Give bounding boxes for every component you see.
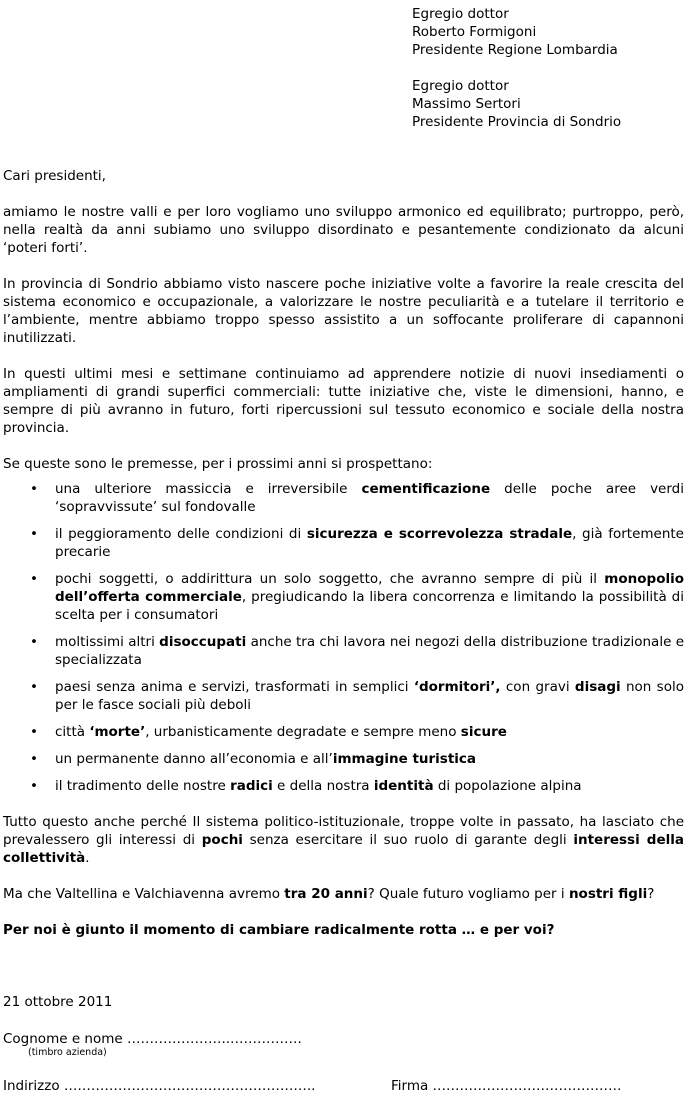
bullet-marker: • (30, 751, 38, 767)
list-item: • un permanente danno all’economia e all’immagine turistica (30, 751, 477, 767)
paragraph-2: In provincia di Sondrio abbiamo visto nascere poche iniziative volte a favorire la reale crescita del sistema economico e occupazionale, a valorizzare le nostre peculiarità e a tutelare il territorio e l’ambiente, mentre abbiamo troppo spesso assistito a un soffocante proliferare di capannoni inutilizzati. (3, 276, 684, 346)
bullet-marker: • (30, 571, 38, 587)
prospects-list (0, 480, 684, 804)
letter-date: 21 ottobre 2011 (3, 994, 113, 1010)
list-item: • il tradimento delle nostre radici e della nostra identità di popolazione alpina (30, 778, 582, 794)
bullet-marker: • (30, 724, 38, 740)
greeting: Cari presidenti, (3, 168, 106, 184)
list-item: • il peggioramento delle condizioni di sicurezza e scorrevolezza stradale, già fortemente precarie (30, 526, 684, 560)
signature-field-line: Firma …………………………………… (391, 1078, 622, 1094)
bullet-marker: • (30, 778, 38, 794)
paragraph-1: amiamo le nostre valli e per loro vogliamo uno sviluppo armonico ed equilibrato; purtroppo, però, nella realtà da anni subiamo uno sviluppo disordinato e pesantemente condizionato da alcuni ‘poteri forti’. (3, 204, 684, 256)
recipient-name: Massimo Sertori (412, 96, 521, 112)
paragraph-6: Ma che Valtellina e Valchiavenna avremo tra 20 anni? Quale futuro vogliamo per i nostri figli? (3, 886, 655, 902)
list-item: • città ‘morte’, urbanisticamente degradate e sempre meno sicure (30, 724, 507, 740)
list-item: • paesi senza anima e servizi, trasformati in semplici ‘dormitori’, con gravi disagi non solo per le fasce sociali più deboli (30, 679, 684, 713)
bullet-marker: • (30, 526, 38, 542)
closing-question: Per noi è giunto il momento di cambiare radicalmente rotta … e per voi? (3, 922, 555, 938)
recipient-block-2 (412, 77, 621, 131)
list-item: • moltissimi altri disoccupati anche tra chi lavora nei negozi della distribuzione tradizionale e specializzata (30, 634, 684, 668)
recipient-name: Roberto Formigoni (412, 24, 537, 40)
name-field-line: Cognome e nome …………………..……………. (3, 1031, 302, 1047)
recipient-title: Presidente Regione Lombardia (412, 42, 618, 58)
stamp-note: (timbro azienda) (28, 1047, 107, 1058)
bullet-marker: • (30, 679, 38, 695)
address-field-line: Indirizzo ……………………………………………….. (3, 1078, 316, 1094)
recipient-block-1 (412, 5, 618, 59)
bullet-marker: • (30, 481, 38, 497)
paragraph-3: In questi ultimi mesi e settimane continuiamo ad apprendere notizie di nuovi insediamenti o ampliamenti di grandi superfici commerciali: tutte iniziative che, viste le dimensioni, hanno, e sempre di più avranno in futuro, forti ripercussioni sul tessuto economico e sociale della nostra provincia. (3, 366, 684, 436)
recipient-salutation: Egregio dottor (412, 6, 509, 22)
bullet-marker: • (30, 634, 38, 650)
paragraph-5: Tutto questo anche perché Il sistema politico-istituzionale, troppe volte in passato, ha lasciato che prevalessero gli interessi di pochi senza esercitare il suo ruolo di garante degli interessi della collettività. (3, 814, 684, 866)
list-item: • pochi soggetti, o addirittura un solo soggetto, che avranno sempre di più il monopolio dell’offerta commerciale, pregiudicando la libera concorrenza e limitando la possibilità di scelta per i consumatori (30, 571, 684, 623)
recipient-title: Presidente Provincia di Sondrio (412, 114, 622, 130)
recipient-salutation: Egregio dottor (412, 78, 509, 94)
list-item: • una ulteriore massiccia e irreversibile cementificazione delle poche aree verdi ‘sopravvissute’ sul fondovalle (30, 481, 684, 515)
paragraph-4: Se queste sono le premesse, per i prossimi anni si prospettano: (3, 456, 433, 472)
